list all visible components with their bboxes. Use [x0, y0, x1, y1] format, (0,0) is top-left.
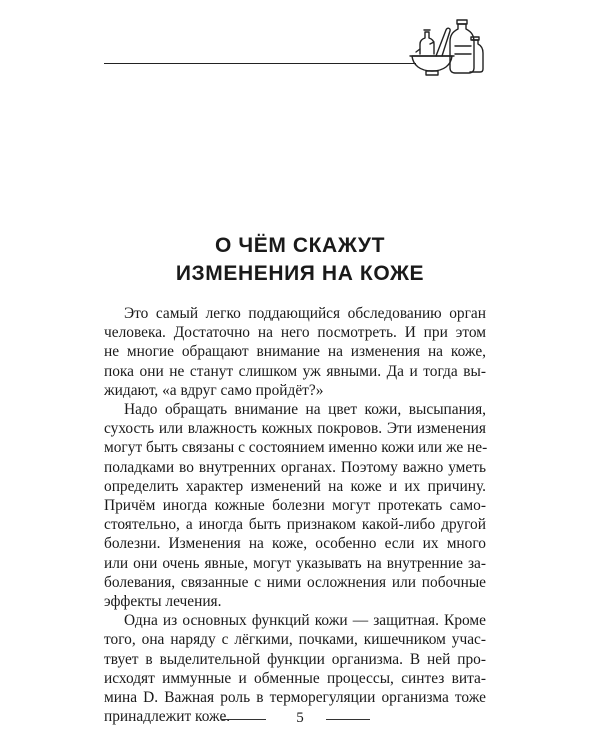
paragraph-2-line-10: болевания, связанные с ними осложнения или побочные — [104, 573, 486, 591]
paragraph-1-line-4: пока они не станут слишком уж явными. Да и тогда вы- — [104, 362, 486, 380]
paragraph-1-line-3: не многие обращают внимание на изменения на коже, — [104, 343, 486, 361]
paragraph-2-line-3: могут быть связаны с состоянием именно кожи или же не- — [104, 439, 488, 457]
paragraph-1-line-1: Это самый легко поддающийся обследованию орган — [124, 305, 486, 322]
chapter-title-line-1: О ЧЁМ СКАЖУТ — [214, 234, 386, 257]
chapter-title — [0, 232, 600, 288]
page-footer — [0, 710, 600, 730]
body-text — [104, 304, 486, 726]
footer-dash-left — [222, 719, 266, 720]
paragraph-3-line-3: твует в выделительной функции организма. В ней про- — [104, 650, 486, 668]
paragraph-2-line-6: Причём иногда кожные болезни могут протекать само- — [104, 497, 486, 515]
paragraph-3-line-4: исходят иммунные и обменные процессы, синтез вита- — [104, 669, 486, 687]
paragraph-1-line-5: жидают, «а вдруг само пройдёт?» — [104, 381, 324, 399]
paragraph-2-line-4: поладками во внутренних органах. Поэтому важно уметь — [104, 458, 486, 476]
page-number: 5 — [296, 710, 304, 726]
paragraph-2-line-7: стоятельно, а иногда быть признаком какой-либо другой — [104, 516, 486, 534]
paragraph-2-line-1: Надо обращать внимание на цвет кожи, высыпания, — [124, 401, 486, 419]
paragraph-2-line-5: определить характер изменений на коже и их причину. — [104, 477, 486, 495]
paragraph-1-line-2: человека. Достаточно на него посмотреть. И при этом — [104, 324, 486, 342]
paragraph-3-line-2: того, она наряду с лёгкими, почками, кишечником учас- — [104, 631, 486, 649]
header-rule — [104, 63, 416, 64]
chapter-title-line-2: ИЗМЕНЕНИЯ НА КОЖЕ — [175, 262, 425, 285]
paragraph-2-line-11: эффекты лечения. — [104, 593, 222, 611]
apothecary-mortar-bottles-icon — [406, 14, 488, 78]
paragraph-3-line-6: принадлежит коже. — [104, 708, 231, 726]
paragraph-3-line-5: мина D. Важная роль в терморегуляции организма тоже — [104, 689, 486, 707]
paragraph-2-line-8: болезни. Изменения на коже, особенно если их много — [104, 535, 486, 553]
paragraph-2-line-2: сухость или влажность кожных покровов. Эти изменения — [104, 420, 486, 438]
paragraph-2-line-9: или они очень явные, могут указывать на внутренние за- — [104, 554, 486, 572]
paragraph-3-line-1: Одна из основных функций кожи — защитная. Кроме — [124, 612, 486, 630]
footer-dash-right — [326, 719, 370, 720]
